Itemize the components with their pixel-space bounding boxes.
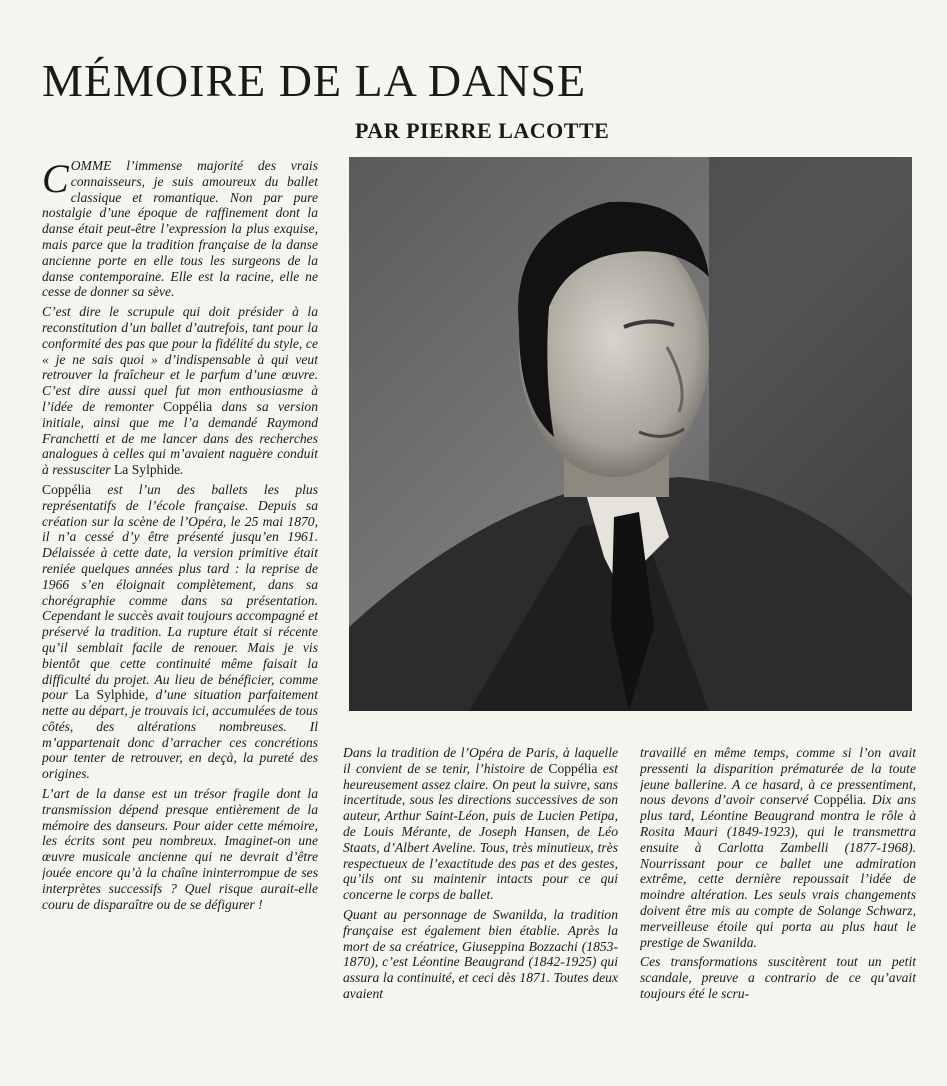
byline: PAR PIERRE LACOTTE	[355, 118, 610, 143]
paragraph: L’art de la danse est un trésor fragile dont la transmission dépend presque entièrement de la mémoire des danseurs. Pour aider cette mémoire, les écrits sont peu nombreux. Imaginet-on une œuvre musicale ancienne qui ne devrait d’être jouée encore qu’à la chaîne ininterrompue de ses interprètes successifs ? Quel risque aurait-elle couru de disparaître ou de se défigurer !	[42, 786, 318, 912]
text-column-3	[640, 745, 916, 1040]
work-title: Coppélia	[548, 760, 598, 776]
work-title: Coppélia	[813, 792, 863, 808]
portrait-photo	[349, 157, 912, 711]
paragraph: Quant au personnage de Swanilda, la tradition française est également bien établie. Après la mort de sa créatrice, Giuseppina Bozzachi (1853-1870), c’est Léontine Beaugrand (1842-1925) qui assura la continuité, et ceci dès 1871. Toutes deux avaient	[343, 906, 618, 1001]
work-title: Coppélia	[42, 481, 92, 497]
work-title: La Sylphide	[114, 462, 181, 478]
paragraph: C’est dire le scrupule qui doit présider à la reconstitution d’un ballet d’autrefois, tant pour la conformité des pas que pour la fidélité du style, ce « je ne sais quoi » d’indispensable à qui veut retrouver la fraîcheur et le parfum d’une œuvre. C’est dire aussi quel fut mon enthousiasme à l’idée de remonter Coppélia dans sa version initiale, ainsi que me l’a demandé Raymond Franchetti et de me lancer dans des recherches analogues à celles qui m’avaient naguère conduit à ressusciter La Sylphide.	[42, 304, 318, 478]
portrait-image	[349, 157, 912, 711]
text-column-1	[42, 158, 318, 1038]
paragraph: COMME l’immense majorité des vrais connaisseurs, je suis amoureux du ballet classique et romantique. Non par pure nostalgie d’une époque de raffinement dont la danse était peut-être l’expression la plus exquise, mais parce que la tradition française de la danse ancienne porte en elle tous les surgeons de la danse contemporaine. Elle est la racine, elle ne cesse de donner sa sève.	[42, 158, 318, 300]
paragraph: Ces transformations suscitèrent tout un petit scandale, preuve a contrario de ce qu’avait toujours été le scru-	[640, 954, 916, 1001]
paragraph: Coppélia est l’un des ballets les plus représentatifs de l’école française. Depuis sa création sur la scène de l’Opéra, le 25 mai 1870, il n’a cessé d’y être présenté jusqu’en 1961. Délaissée à cette date, la version primitive était reniée quelques années plus tard : la reprise de 1966 s’en éloignait complètement, dans sa chorégraphie comme dans sa présentation. Cependant le succès avait toujours accompagné et préservé la tradition. La rupture était si récente qu’il semblait facile de renouer. Mais je vis bientôt que cette continuité même faisait la difficulté du projet. Au lieu de bénéficier, comme pour La Sylphide, d’une situation parfaitement nette au départ, je trouvais ici, accumulées de tous côtés, des altérations nombreuses. Il m’appartenait donc d’arracher ces concrétions pour tenter de retrouver, en deçà, la pureté des origines.	[42, 481, 318, 782]
work-title: Coppélia	[163, 398, 213, 414]
drop-cap: C	[42, 158, 69, 201]
paragraph: travaillé en même temps, comme si l’on avait pressenti la disparition prématurée de la toute jeune ballerine. A ce hasard, à ce pressentiment, nous devons d’avoir conservé Coppélia. Dix ans plus tard, Léontine Beaugrand montra le rôle à Rosita Mauri (1849-1923), qui le transmettra ensuite à Carlotta Zambelli (1877-1968). Nourrissant pour ce ballet une admiration extrême, cette dernière repoussait l’idée de moindre altération. Les seuls vrais changements doivent être mis au compte de Solange Schwarz, merveilleuse étoile qui porta au plus haut le prestige de Swanilda.	[640, 745, 916, 950]
page-title: MÉMOIRE DE LA DANSE	[42, 55, 587, 106]
text-column-2	[343, 745, 618, 1040]
work-title: La Sylphide	[74, 687, 145, 703]
paragraph: Dans la tradition de l’Opéra de Paris, à laquelle il convient de se tenir, l’histoire de Coppélia est heureusement assez claire. On peut la suivre, sans incertitude, sous les directions successives de son auteur, Arthur Saint-Léon, puis de Lucien Petipa, de Louis Mérante, de Joseph Hansen, de Léo Staats, d’Albert Aveline. Tous, très minutieux, très respectueux de l’exactitude des pas et des gestes, qu’ils ont su maintenir intacts pour ce qui concerne le corps de ballet.	[343, 745, 618, 903]
